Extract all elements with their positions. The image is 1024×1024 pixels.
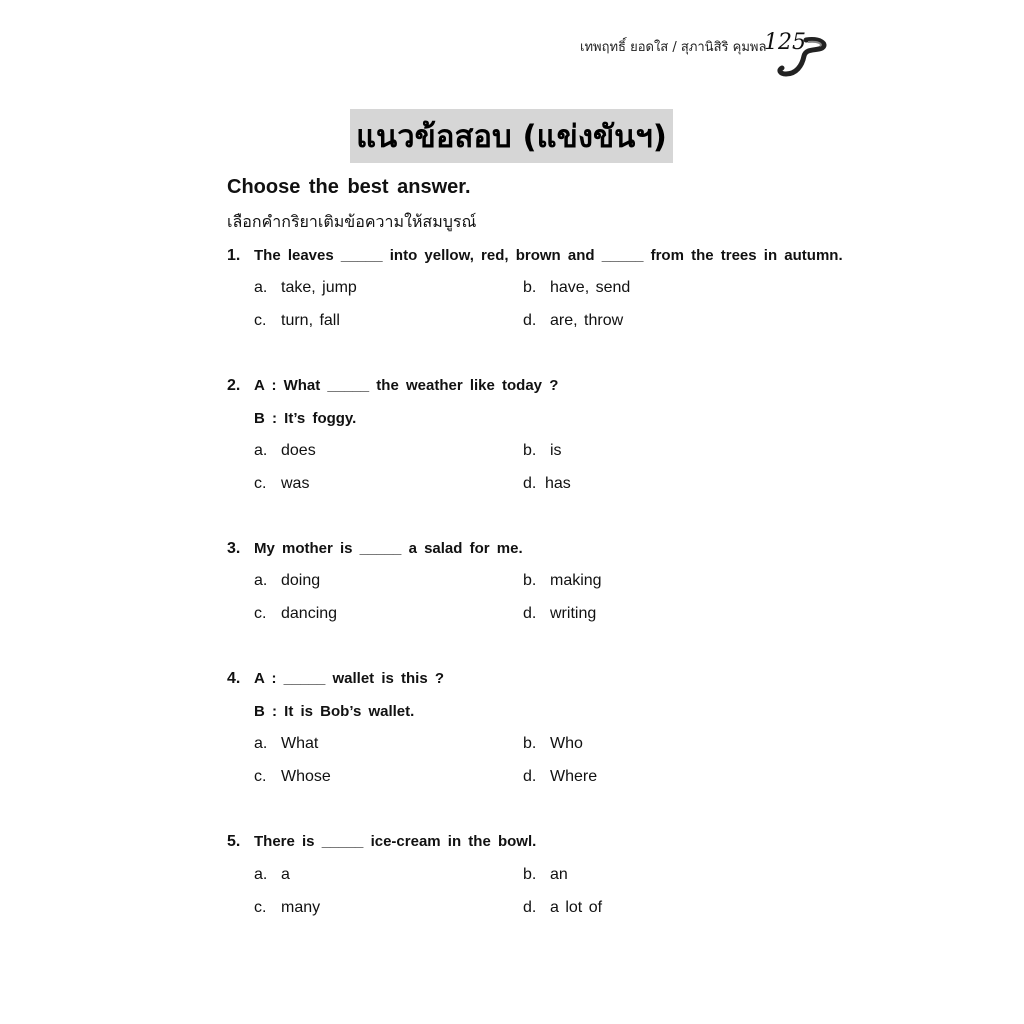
option-4d: d. Where xyxy=(523,768,598,785)
option-4c: c. Whose xyxy=(254,768,331,785)
question-2 xyxy=(227,377,558,395)
option-3d: d. writing xyxy=(523,605,597,622)
option-1c: c. turn, fall xyxy=(254,312,340,329)
question-text: There is _____ ice-cream in the bowl. xyxy=(254,833,537,850)
option-4a: a. What xyxy=(254,735,319,752)
question-3 xyxy=(227,540,523,558)
question-text: The leaves _____ into yellow, red, brown and _____ from the trees in autumn. xyxy=(254,247,843,264)
question-number: 2. xyxy=(227,377,241,394)
option-2a: a. does xyxy=(254,442,316,459)
option-1d: d. are, throw xyxy=(523,312,624,329)
question-text: My mother is _____ a salad for me. xyxy=(254,540,523,557)
question-4-reply: B : It is Bob’s wallet. xyxy=(254,703,415,720)
question-4 xyxy=(227,670,444,688)
question-number: 5. xyxy=(227,833,241,850)
question-text: A : _____ wallet is this ? xyxy=(254,670,445,687)
instruction-thai: เลือกคำกริยาเติมข้อความให้สมบูรณ์ xyxy=(227,212,477,231)
option-1a: a. take, jump xyxy=(254,279,357,296)
option-5b: b. an xyxy=(523,866,568,883)
question-number: 4. xyxy=(227,670,241,687)
option-3b: b. making xyxy=(523,572,602,589)
option-2b: b. is xyxy=(523,442,562,459)
question-5 xyxy=(227,833,536,851)
page-swirl-ornament xyxy=(776,36,828,78)
option-5a: a. a xyxy=(254,866,290,883)
instruction-english: Choose the best answer. xyxy=(227,176,471,198)
option-3c: c. dancing xyxy=(254,605,338,622)
page-number: 125 xyxy=(764,30,806,55)
option-5c: c. many xyxy=(254,899,321,916)
option-2c: c. was xyxy=(254,475,310,492)
header-authors: เทพฤทธิ์ ยอดใส / สุภานิสิริ คุมพล xyxy=(580,40,767,55)
option-5d: d. a lot of xyxy=(523,899,603,916)
question-2-reply: B : It’s foggy. xyxy=(254,410,357,427)
question-1 xyxy=(227,247,843,265)
page-title: แนวข้อสอบ (แข่งขันฯ) xyxy=(356,119,667,155)
option-4b: b. Who xyxy=(523,735,583,752)
option-1b: b. have, send xyxy=(523,279,631,296)
question-number: 3. xyxy=(227,540,241,557)
question-text: A : What _____ the weather like today ? xyxy=(254,377,559,394)
option-3a: a. doing xyxy=(254,572,321,589)
question-number: 1. xyxy=(227,247,241,264)
title-box xyxy=(350,109,673,163)
option-2d: d. has xyxy=(523,475,571,492)
